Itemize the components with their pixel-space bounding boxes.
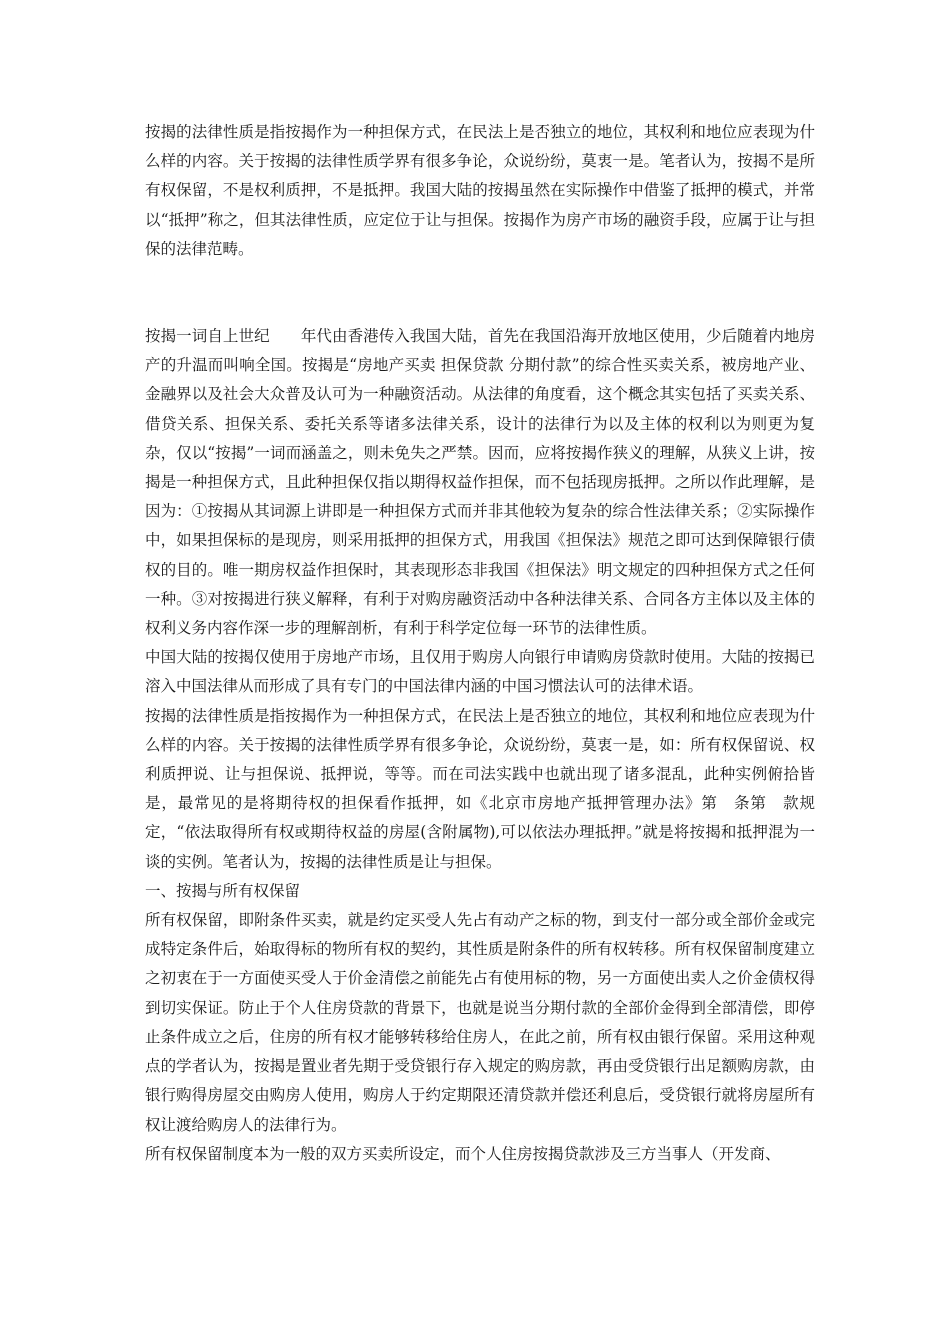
paragraph-gap: [145, 264, 815, 322]
document-body: [145, 118, 815, 1169]
paragraph-mainland-usage: 中国大陆的按揭仅使用于房地产市场，且仅用于购房人向银行申请购房贷款时使用。大陆的按揭已溶入中国法律从而形成了具有专门的中国法律内涵的中国习惯法认可的法律术语。: [145, 648, 815, 696]
paragraph-retention-of-title: 所有权保留，即附条件买卖，就是约定买受人先占有动产之标的物，到支付一部分或全部价金或完成特定条件后，始取得标的物所有权的契约，其性质是附条件的所有权转移。所有权保留制度建立之初衷在于一方面使买受人于价金清偿之前能先占有使用标的物，另一方面使出卖人之价金债权得到切实保证。防止于个人住房贷款的背景下，也就是说当分期付款的全部价金得到全部清偿，即停止条件成立之后，住房的所有权才能够转移给住房人，在此之前，所有权由银行保留。采用这种观点的学者认为，按揭是置业者先期于受贷银行存入规定的购房款，再由受贷银行出足额购房款，由银行购得房屋交由购房人使用，购房人于约定期限还清贷款并偿还利息后，受贷银行就将房屋所有权让渡给购房人的法律行为。: [145, 911, 815, 1134]
section-heading-retention-of-title: 一、按揭与所有权保留: [145, 881, 301, 900]
paragraph-retention-system: 所有权保留制度本为一般的双方买卖所设定，而个人住房按揭贷款涉及三方当事人（开发商、: [145, 1144, 781, 1163]
paragraph-legal-nature-intro: 按揭的法律性质是指按揭作为一种担保方式，在民法上是否独立的地位，其权利和地位应表现为什么样的内容。关于按揭的法律性质学界有很多争论，众说纷纷，莫衷一是。笔者认为，按揭不是所有权保留，不是权利质押，不是抵押。我国大陆的按揭虽然在实际操作中借鉴了抵押的模式，并常以“抵押”称之，但其法律性质，应定位于让与担保。按揭作为房产市场的融资手段，应属于让与担保的法律范畴。: [145, 123, 815, 258]
paragraph-legal-nature-debate: 按揭的法律性质是指按揭作为一种担保方式，在民法上是否独立的地位，其权利和地位应表现为什么样的内容。关于按揭的法律性质学界有很多争论，众说纷纷，莫衷一是，如：所有权保留说、权利质押说、让与担保说、抵押说，等等。而在司法实践中也就出现了诸多混乱，此种实例俯拾皆是，最常见的是将期待权的担保看作抵押，如《北京市房地产抵押管理办法》第 条第 款规定，“依法取得所有权或期待权益的房屋(含附属物),可以依法办理抵押。”就是将按揭和抵押混为一谈的实例。笔者认为，按揭的法律性质是让与担保。: [145, 706, 815, 871]
paragraph-mortgage-origin: 按揭一词自上世纪 年代由香港传入我国大陆，首先在我国沿海开放地区使用，少后随着内地房产的升温而叫响全国。按揭是“房地产买卖 担保贷款 分期付款”的综合性买卖关系，被房地产业、金融界以及社会大众普及认可为一种融资活动。从法律的角度看，这个概念其实包括了买卖关系、借贷关系、担保关系、委托关系等诸多法律关系，设计的法律行为以及主体的权利以为则更为复杂，仅以“按揭”一词而涵盖之，则未免失之严禁。因而，应将按揭作狭义的理解，从狭义上讲，按揭是一种担保方式，且此种担保仅指以期得权益作担保，而不包括现房抵押。之所以作此理解，是因为：①按揭从其词源上讲即是一种担保方式而并非其他较为复杂的综合性法律关系；②实际操作中，如果担保标的是现房，则采用抵押的担保方式，用我国《担保法》规范之即可达到保障银行债权的目的。唯一期房权益作担保时，其表现形态非我国《担保法》明文规定的四种担保方式之任何一种。③对按揭进行狭义解释，有利于对购房融资活动中各种法律关系、合同各方主体以及主体的权利义务内容作深一步的理解剖析，有利于科学定位每一环节的法律性质。: [145, 327, 815, 638]
